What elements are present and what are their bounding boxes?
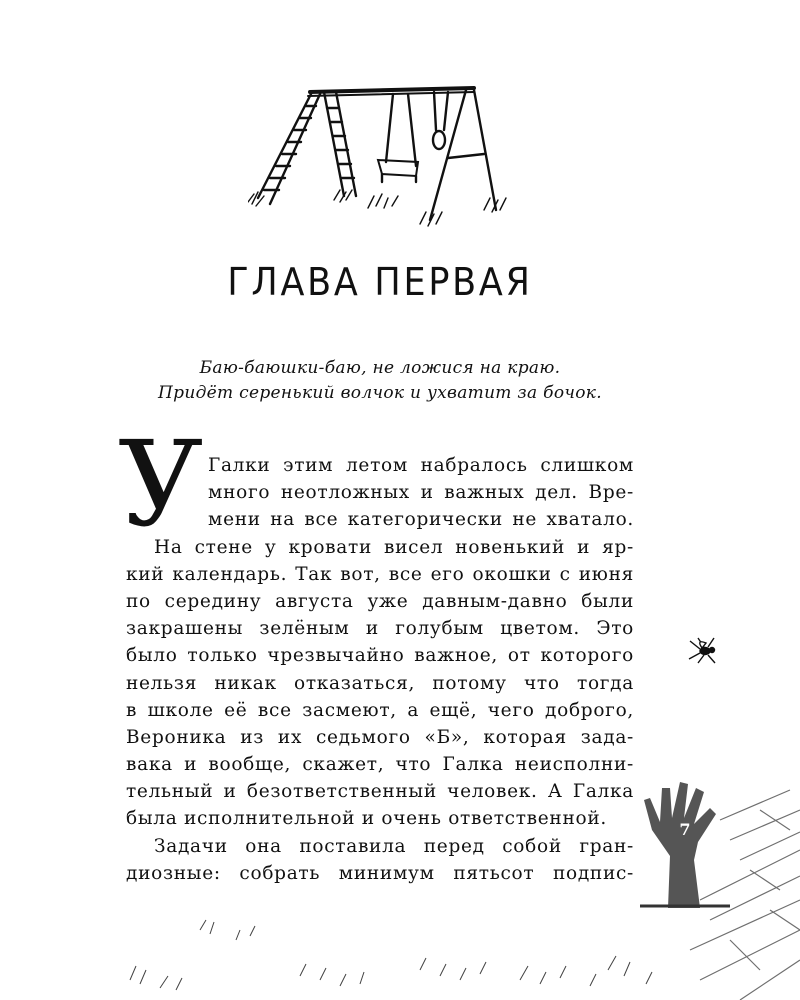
text-line: тельный и безответственный человек. А Галка [126,781,634,803]
text-line: в школе её все засмеют, а ещё, чего доброго, [126,699,634,721]
swing-set-icon [248,78,512,244]
text-line: закрашены зелёным и голубым цветом. Это [126,618,634,640]
text-line: было только чрезвычайно важное, от которого [126,645,634,667]
text-line: нельзя никак отказаться, потому что тогда [126,672,634,694]
text-line: На стене у кровати висел новенький и яр- [154,536,634,558]
text-line: Галки этим летом набралось слишком [208,455,634,476]
text-line: много неотложных и важных дел. Вре- [208,482,634,504]
zombie-hand-icon [640,778,730,908]
epigraph-line: Придёт серенький волчок и ухватит за бочок. [158,383,602,403]
text-line: мени на все категорически не хватало. [208,509,634,531]
text-line: Вероника из их седьмого «Б», которая зада- [126,726,634,748]
chapter-title: ГЛАВА ПЕРВАЯ [227,260,533,304]
text-line: Задачи она поставила перед собой гран- [154,835,634,857]
epigraph [120,356,640,406]
text-line: была исполнительной и очень ответственной. [126,808,607,830]
text-line: диозные: собрать минимум пятьсот подпис- [126,862,634,884]
text-line: по середину августа уже давным-давно были [126,590,634,612]
drop-cap: У [118,415,204,553]
text-line: кий календарь. Так вот, все его окошки с июня [126,563,634,585]
text-line: вака и вообще, скажет, что Галка неисполни- [126,754,634,776]
page-number: 7 [679,820,691,839]
epigraph-line: Баю-баюшки-баю, не ложися на краю. [199,358,561,378]
fly-icon [686,635,724,665]
